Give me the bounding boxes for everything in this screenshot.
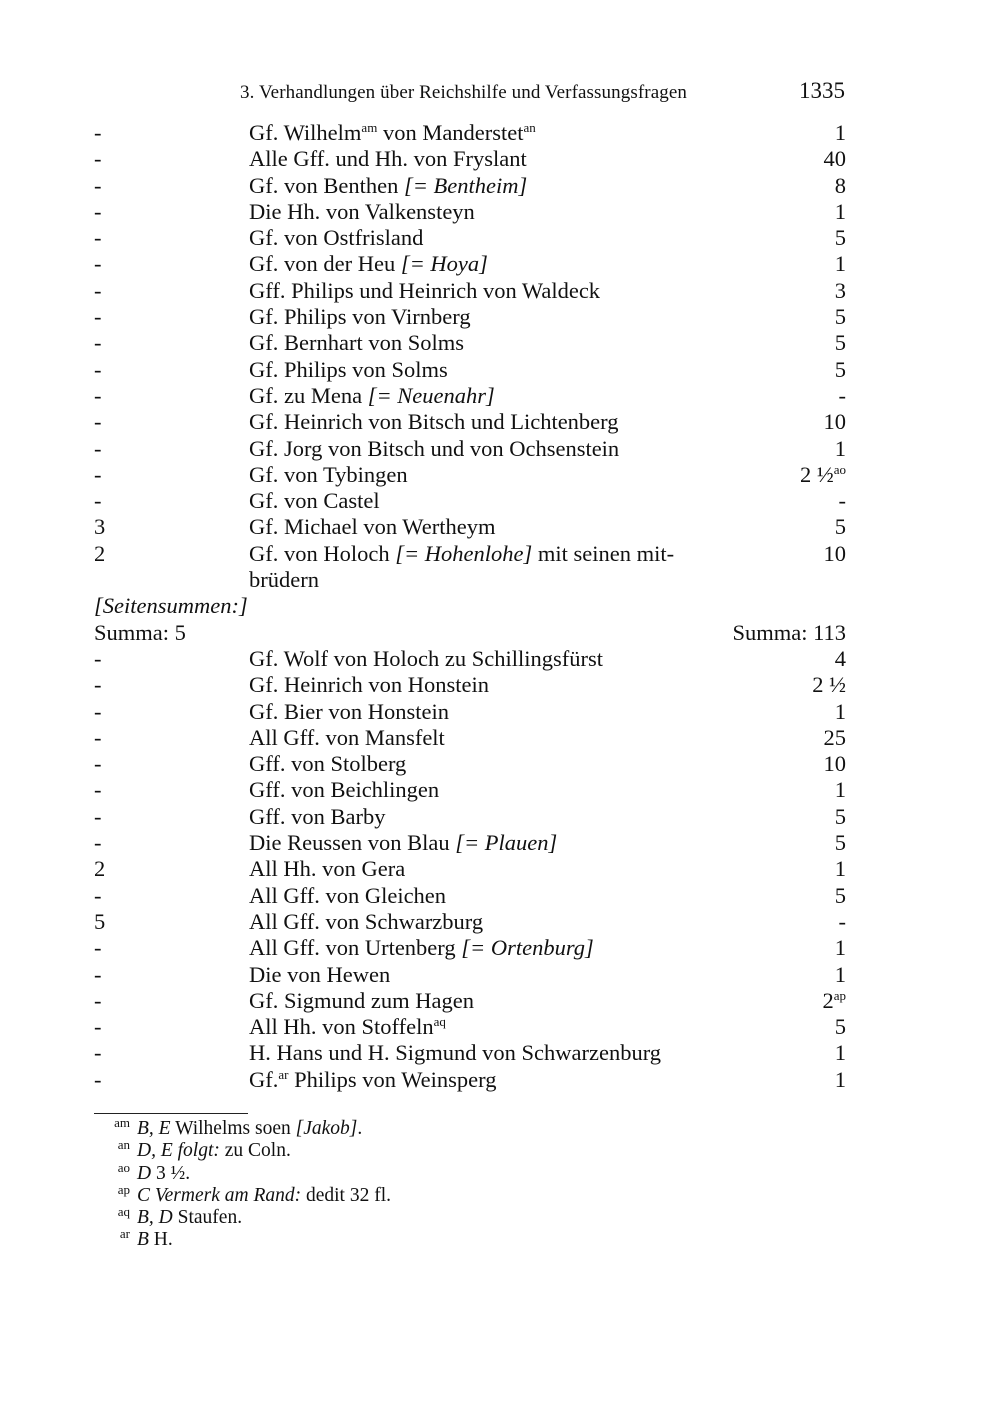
right-value: 1 (834, 251, 846, 277)
list-item (94, 409, 846, 435)
list-item (94, 646, 846, 672)
list-item (94, 1067, 846, 1093)
left-value: - (94, 987, 102, 1013)
left-value: - (94, 435, 102, 461)
footnote-ref[interactable]: am (361, 120, 378, 135)
running-head (240, 80, 845, 106)
left-value: - (94, 803, 102, 829)
editorial-note: [= Ortenburg] (461, 935, 594, 961)
list-item (94, 146, 846, 172)
right-value: $2^{ap}$ (822, 987, 846, 1013)
list-item (94, 514, 846, 540)
entry-name: Die Reussen von Blau [= Plauen] (249, 830, 558, 856)
left-value: - (94, 698, 102, 724)
list-item (94, 304, 846, 330)
footnote (94, 1181, 694, 1207)
left-value: - (94, 830, 102, 856)
entry-name: Gf. von der Heu [= Hoya] (249, 251, 488, 277)
entry-name: Alle Gff. und Hh. von Fryslant (249, 146, 527, 172)
entry-name: Gf. von Benthen [= Bentheim] (249, 172, 528, 198)
list-item (94, 436, 846, 462)
left-value: - (94, 146, 102, 172)
right-value: 5 (834, 356, 846, 382)
right-value: 1 (834, 1066, 846, 1092)
left-value: - (94, 645, 102, 671)
right-value: 2 ½$^{ao}$ (799, 461, 846, 487)
right-value: 8 (834, 172, 846, 198)
list-item (94, 935, 846, 961)
footnote-text: D 3 ½. (137, 1162, 191, 1184)
entry-name: Gf. zu Mena [= Neuenahr] (249, 382, 495, 408)
left-value: 2 (94, 856, 106, 882)
list-item (94, 725, 846, 751)
right-value: - (838, 908, 846, 934)
register-list (94, 120, 846, 1093)
footnote-ref[interactable]: aq (433, 1014, 446, 1030)
left-value: - (94, 356, 102, 382)
entry-name: Gf. Philips von Solms (249, 356, 448, 382)
entry-name: Gf. Bernhart von Solms (249, 330, 464, 356)
right-value: 4 (834, 645, 846, 671)
right-value: 1 (834, 777, 846, 803)
entry-name: Gf.$^{ar}$ Philips von Weinsperg (249, 1066, 497, 1092)
list-item (94, 541, 846, 594)
left-value: - (94, 488, 102, 514)
entry-name: Gff. von Barby (249, 803, 386, 829)
footnote (94, 1204, 694, 1229)
subtotal-left: Summa: 5 (94, 619, 186, 645)
left-value: - (94, 724, 102, 750)
list-item (94, 699, 846, 725)
right-value: 1 (834, 698, 846, 724)
left-value: - (94, 330, 102, 356)
left-value: - (94, 1066, 102, 1092)
left-value: - (94, 461, 102, 487)
editorial-note: [= Plauen] (455, 830, 558, 856)
footnote (94, 1159, 694, 1185)
left-value: 5 (94, 908, 106, 934)
right-value: 1 (834, 435, 846, 461)
entry-name: Gf. Bier von Honstein (249, 698, 449, 724)
list-item (94, 1014, 846, 1040)
footnote-mark: aq (117, 1204, 130, 1220)
list-item (94, 1040, 846, 1066)
footnote (94, 1115, 694, 1140)
list-item (94, 120, 846, 146)
entry-name: All Gff. von Schwarzburg (249, 908, 484, 934)
list-item (94, 278, 846, 304)
editorial-note: [= Bentheim] (403, 172, 528, 198)
footnote-mark: ar (119, 1226, 130, 1242)
list-item (94, 751, 846, 777)
entry-name: Die von Hewen (249, 961, 391, 987)
list-item (94, 199, 846, 225)
entry-name: Gf. Wilhelm$^{am}$ von Manderstet$^{an}$ (249, 120, 536, 145)
footnote-ref[interactable]: ar (278, 1066, 289, 1082)
footnote-text: C Vermerk am Rand: dedit 32 fl. (137, 1184, 391, 1206)
footnote-text: B, D Staufen. (137, 1207, 243, 1229)
footnote-mark: an (117, 1137, 130, 1153)
right-value: 25 (823, 724, 846, 750)
footnote (94, 1137, 694, 1162)
list-item (94, 962, 846, 988)
right-value: 5 (834, 225, 846, 251)
footnote-text: D, E folgt: zu Coln. (137, 1140, 291, 1162)
left-value: - (94, 1040, 102, 1066)
footnote-text: B, E Wilhelms soen [Jakob]. (137, 1118, 363, 1139)
left-value: 3 (94, 514, 106, 540)
right-value: 10 (823, 409, 846, 435)
entry-name: Gff. von Stolberg (249, 751, 407, 777)
footnote-mark: am (114, 1115, 130, 1130)
right-value: 5 (834, 304, 846, 330)
right-value: 10 (823, 751, 846, 777)
right-value: 1 (834, 856, 846, 882)
right-value: 5 (834, 514, 846, 540)
entry-name: Gf. Jorg von Bitsch und von Ochsenstein (249, 435, 620, 461)
entry-name: All Gff. von Gleichen (249, 882, 447, 908)
left-value: - (94, 382, 102, 408)
right-value: 5 (834, 330, 846, 356)
right-value: 10 (823, 540, 846, 566)
list-item (94, 909, 846, 935)
list-item (94, 830, 846, 856)
subtotal-label: [Seitensummen:] (94, 593, 248, 619)
entry-name: All Gff. von Mansfelt (249, 724, 445, 750)
right-value: 1 (834, 120, 846, 145)
list-item (94, 672, 846, 698)
entry-name: Gf. Philips von Virnberg (249, 304, 471, 330)
right-value: 5 (834, 882, 846, 908)
footnote (94, 1226, 694, 1251)
left-value: - (94, 120, 102, 145)
left-value: - (94, 751, 102, 777)
left-value: - (94, 225, 102, 251)
entry-name: Gf. Michael von Wertheym (249, 514, 496, 540)
entry-name: All Gff. von Urtenberg [= Ortenburg] (249, 935, 594, 961)
footnote-text: B H. (137, 1229, 173, 1251)
entry-name: Gff. von Beichlingen (249, 777, 440, 803)
subtotal-right: Summa: 113 (732, 619, 846, 645)
entry-name: All Hh. von Gera (249, 856, 406, 882)
list-item (94, 173, 846, 199)
right-value: 3 (834, 277, 846, 303)
footnote-mark: ap (117, 1181, 130, 1197)
editorial-note: [= Hoya] (400, 251, 488, 277)
left-value: - (94, 251, 102, 277)
list-item (94, 488, 846, 514)
left-value: - (94, 172, 102, 198)
list-item (94, 988, 846, 1014)
right-value: 1 (834, 198, 846, 224)
left-value: - (94, 935, 102, 961)
entry-name: Gf. Heinrich von Honstein (249, 672, 489, 698)
right-value: 40 (823, 146, 846, 172)
left-value: - (94, 882, 102, 908)
entry-name: Gf. von Ostfrisland (249, 225, 424, 251)
entry-name: Gf. Heinrich von Bitsch und Lichtenberg (249, 409, 619, 435)
list-item (94, 804, 846, 830)
right-value: 1 (834, 961, 846, 987)
list-item (94, 883, 846, 909)
editorial-note: [= Hohenlohe] (395, 540, 533, 566)
right-value: 5 (834, 1014, 846, 1040)
list-item (94, 856, 846, 882)
subtotal-row (94, 620, 846, 646)
left-value: 2 (94, 540, 106, 566)
list-item (94, 225, 846, 251)
footnote-ref[interactable]: an (523, 120, 536, 135)
left-value: - (94, 277, 102, 303)
entry-name: Gff. Philips und Heinrich von Waldeck (249, 277, 601, 303)
left-value: - (94, 409, 102, 435)
list-item (94, 357, 846, 383)
list-item (94, 251, 846, 277)
left-value: - (94, 961, 102, 987)
entry-name: Gf. Sigmund zum Hagen (249, 987, 474, 1013)
entry-name: H. Hans und H. Sigmund von Schwarzenburg (249, 1040, 662, 1066)
footnote-mark: ao (117, 1159, 130, 1175)
left-value: - (94, 777, 102, 803)
right-value: - (838, 382, 846, 408)
entry-name: Gf. Wolf von Holoch zu Schillingsfürst (249, 645, 603, 671)
footnotes (94, 1113, 694, 1252)
left-value: - (94, 198, 102, 224)
left-value: - (94, 1014, 102, 1040)
list-item (94, 462, 846, 488)
entry-name: Gf. von Castel (249, 488, 380, 514)
editorial-note: [= Neuenahr] (367, 382, 495, 408)
left-value: - (94, 304, 102, 330)
right-value: 5 (834, 830, 846, 856)
footnote-ref[interactable]: ao (833, 461, 846, 477)
entry-name: Gf. von Holoch [= Hohenlohe] mit seinen mit- brüdern (249, 540, 675, 593)
entry-name: Die Hh. von Valkensteyn (249, 198, 475, 224)
entry-name: Gf. von Tybingen (249, 461, 408, 487)
left-value: - (94, 672, 102, 698)
right-value: 1 (834, 1040, 846, 1066)
right-value: 2 ½ (812, 672, 846, 698)
running-title: 3. Verhandlungen über Reichshilfe und Verfassungsfragen (240, 82, 687, 103)
footnote-ref[interactable]: ap (833, 987, 846, 1003)
right-value: - (838, 488, 846, 514)
entry-name: All Hh. von Stoffeln$^{aq}$ (249, 1014, 446, 1040)
page-number: 1335 (799, 78, 845, 103)
list-item (94, 330, 846, 356)
subtotal-heading (94, 593, 846, 619)
right-value: 5 (834, 803, 846, 829)
list-item (94, 777, 846, 803)
right-value: 1 (834, 935, 846, 961)
list-item (94, 383, 846, 409)
